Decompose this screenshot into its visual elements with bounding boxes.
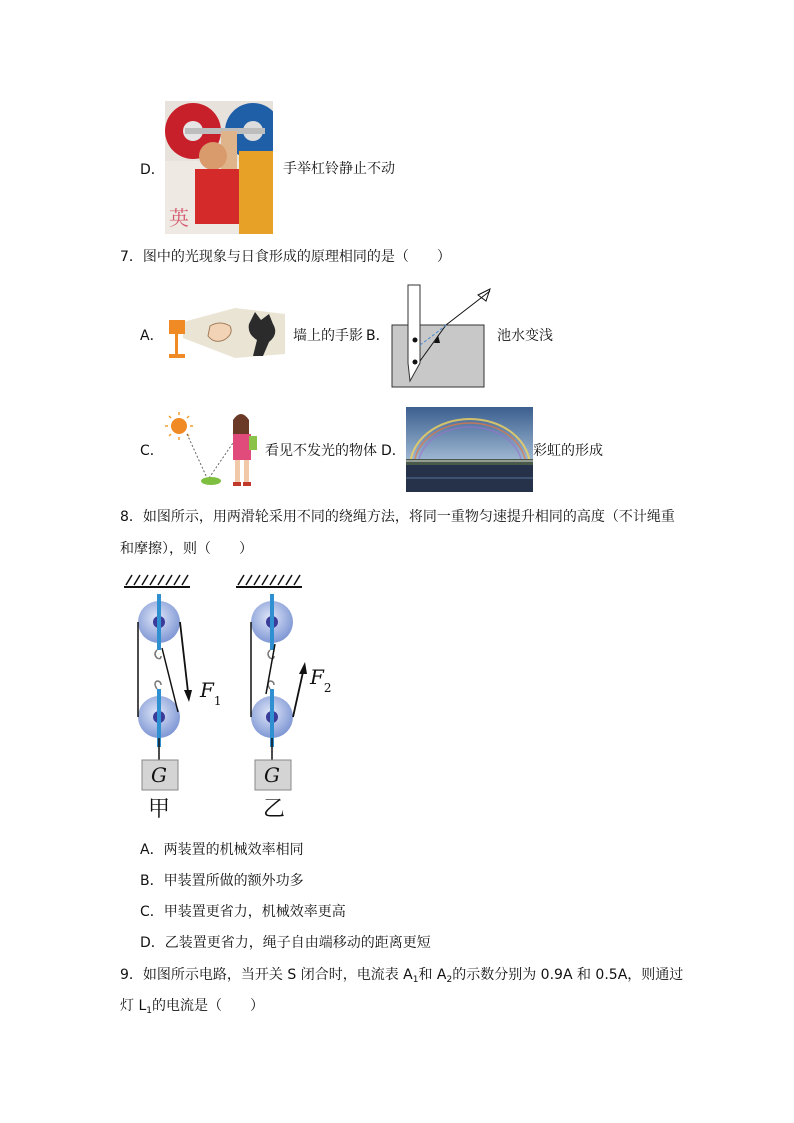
- q9-line2: 灯 $L_1$的电流是（ ）: [120, 998, 264, 1016]
- q8-stem-line2: 和摩擦），则（ ）: [120, 541, 253, 557]
- caption-jia: 甲: [148, 797, 171, 822]
- q7-stem: 7．图中的光现象与日食形成的原理相同的是（ ）: [120, 249, 451, 265]
- q6-optD-label: D．: [140, 162, 165, 178]
- q7-optC-text: 看见不发光的物体: [265, 443, 377, 459]
- q7-optB-text: 池水变浅: [497, 328, 553, 344]
- rainbow-photo: [406, 407, 533, 492]
- hand-shadow-image: [165, 304, 291, 362]
- caption-yi: 乙: [263, 797, 286, 822]
- q8-option-B: B．甲装置所做的额外功多: [140, 873, 304, 889]
- weightlifter-image: [165, 101, 273, 234]
- pulley-figure: [118, 572, 338, 830]
- weight-label-left: G: [151, 763, 167, 787]
- pool-refraction-diagram: [390, 283, 496, 389]
- q7-optB-label: B．: [366, 328, 390, 344]
- q8-option-C: C．甲装置更省力，机械效率更高: [140, 904, 346, 920]
- q7-optA-text: 墙上的手影: [293, 328, 363, 344]
- force1-label: $F_1$: [200, 678, 222, 708]
- weight-label-right: G: [264, 763, 280, 787]
- force2-label: $F_2$: [310, 665, 332, 695]
- q7-optD-text: 彩虹的形成: [533, 443, 603, 459]
- q6-optD-text: 手举杠铃静止不动: [283, 161, 395, 177]
- q7-optC-label: C．: [140, 443, 164, 459]
- q8-option-A: A．两装置的机械效率相同: [140, 842, 304, 858]
- q8-stem-line1: 8．如图所示，用两滑轮采用不同的绕绳方法，将同一重物匀速提升相同的高度（不计绳重: [120, 509, 675, 525]
- svg-text:英: 英: [169, 206, 189, 230]
- see-object-image: [165, 410, 265, 490]
- q7-optD-label: D．: [381, 443, 406, 459]
- q9-line1: 9．如图所示电路，当开关 S 闭合时，电流表 $A_1$和 $A_2$的示数分别为 0.9A 和 0.5A，则通过: [120, 967, 684, 985]
- q7-optA-label: A．: [140, 328, 164, 344]
- q8-option-D: D．乙装置更省力，绳子自由端移动的距离更短: [140, 935, 431, 951]
